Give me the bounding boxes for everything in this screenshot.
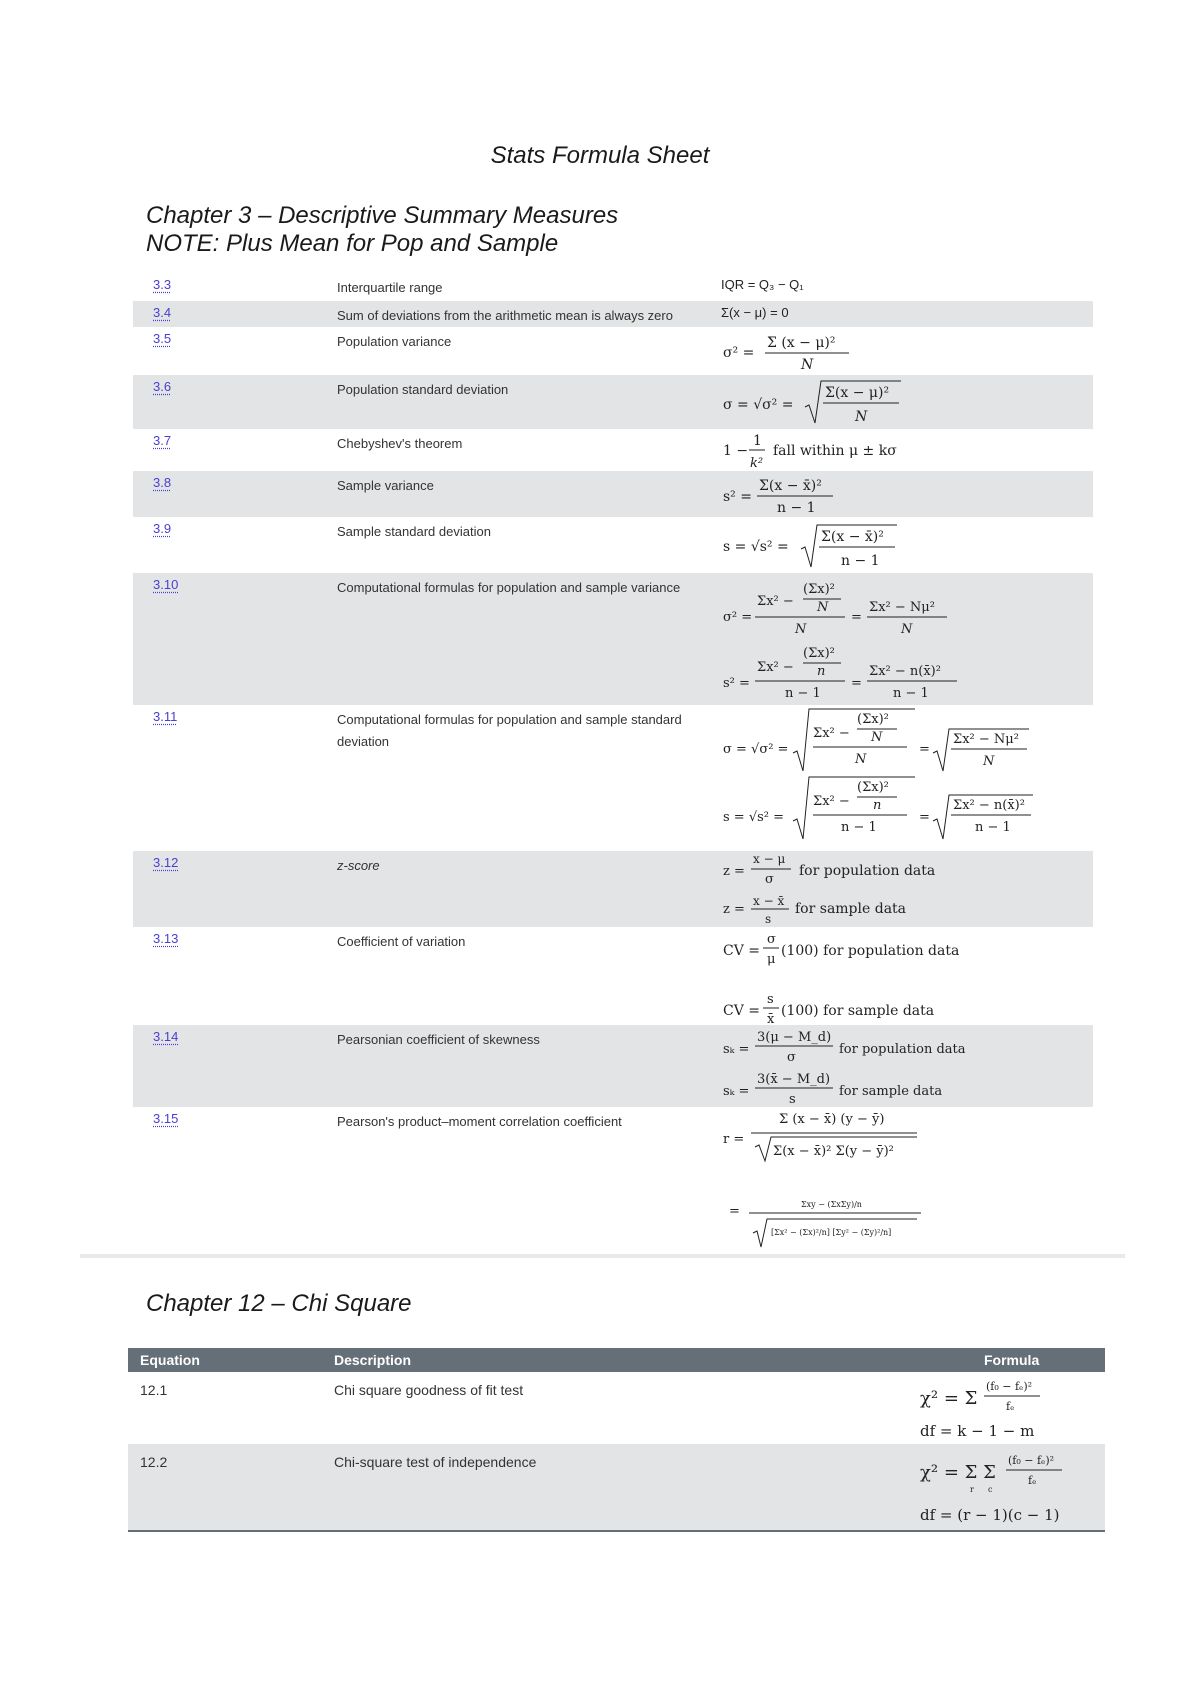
formula-population-variance (721, 329, 1091, 375)
formula-skewness (721, 1027, 1091, 1107)
row-description: z-score (337, 858, 380, 873)
svg-text:fₑ: fₑ (1006, 1400, 1015, 1413)
z-sample-text: for sample data (795, 901, 907, 917)
svg-text:s = √s² =: s = √s² = (723, 810, 785, 825)
svg-text:3(x̄ − M_d): 3(x̄ − M_d) (757, 1072, 831, 1087)
svg-text:Σ(x − μ)²: Σ(x − μ)² (825, 385, 890, 401)
svg-text:r: r (970, 1485, 974, 1494)
svg-text:z =: z = (723, 902, 745, 917)
svg-text:(Σx)²: (Σx)² (857, 780, 889, 795)
svg-text:3(μ − M_d): 3(μ − M_d) (757, 1030, 832, 1045)
svg-text:r =: r = (723, 1132, 745, 1147)
sk-pop-text: for population data (839, 1042, 966, 1057)
column-header-equation: Equation (140, 1352, 200, 1368)
formula-coefficient-of-variation (721, 929, 1091, 1025)
svg-text:σ² =: σ² = (723, 610, 753, 625)
svg-text:Σx² − Nμ²: Σx² − Nμ² (953, 732, 1019, 747)
table-row (133, 573, 1093, 705)
svg-text:=: = (729, 1204, 740, 1219)
svg-text:(f₀ − fₑ)²: (f₀ − fₑ)² (1008, 1454, 1055, 1467)
equation-link[interactable]: 3.8 (153, 475, 172, 490)
row-description: Chi-square test of independence (334, 1454, 537, 1470)
svg-text:(f₀ − fₑ)²: (f₀ − fₑ)² (986, 1380, 1033, 1393)
chapter3-table (133, 273, 1093, 1251)
equation-link[interactable]: 3.3 (153, 277, 172, 292)
svg-text:k²: k² (750, 456, 764, 471)
formula-z-score (721, 853, 1091, 927)
svg-text:N: N (983, 754, 995, 769)
table-row (133, 705, 1093, 851)
row-description: Pearsonian coefficient of skewness (337, 1032, 540, 1047)
svg-text:=: = (919, 810, 930, 825)
svg-text:x̄: x̄ (767, 1012, 775, 1025)
svg-text:N: N (871, 730, 883, 745)
equation-link[interactable]: 3.14 (153, 1029, 179, 1044)
svg-text:Σ (x − μ)²: Σ (x − μ)² (767, 335, 836, 351)
svg-text:n: n (817, 664, 826, 679)
svg-text:CV =: CV = (723, 943, 761, 959)
table-row (133, 471, 1093, 517)
row-description: Pearson's product–moment correlation coefficient (337, 1114, 622, 1129)
svg-text:N: N (801, 357, 814, 373)
equation-link[interactable]: 3.9 (153, 521, 172, 536)
z-pop-text: for population data (799, 863, 936, 879)
cv-sample-text: (100) for sample data (781, 1003, 935, 1019)
table-row (133, 429, 1093, 471)
svg-text:Σ(x − x̄)²: Σ(x − x̄)² (759, 478, 822, 494)
svg-text:(Σx)²: (Σx)² (803, 646, 835, 661)
sk-sample-text: for sample data (839, 1084, 943, 1099)
formula-correlation (721, 1109, 1091, 1251)
row-description: Population standard deviation (337, 382, 509, 397)
svg-text:χ² = Σ Σ: χ² = Σ Σ (920, 1462, 996, 1483)
svg-text:σ² =: σ² = (723, 345, 755, 361)
svg-text:Σ(x − x̄)² Σ(y − ȳ)²: Σ(x − x̄)² Σ(y − ȳ)² (773, 1144, 894, 1159)
column-header-formula: Formula (984, 1352, 1040, 1368)
chebyshev-text: fall within μ ± kσ (773, 443, 897, 459)
chapter12-table (128, 1348, 1105, 1532)
row-description: Coefficient of variation (337, 934, 466, 949)
formula-computational-variance (721, 575, 1091, 705)
formula-computational-sd (721, 707, 1091, 851)
svg-text:Σx² − n(x̄)²: Σx² − n(x̄)² (869, 664, 941, 679)
equation-link[interactable]: 3.7 (153, 433, 172, 448)
equation-number: 12.1 (140, 1382, 168, 1398)
svg-text:N: N (855, 752, 867, 767)
svg-text:N: N (855, 409, 868, 425)
table-row (128, 1372, 1105, 1444)
row-description: Sample standard deviation (337, 524, 491, 539)
svg-text:n − 1: n − 1 (785, 686, 821, 701)
equation-link[interactable]: 3.5 (153, 331, 172, 346)
svg-text:x − μ: x − μ (753, 853, 786, 866)
formula-population-sd (721, 377, 1091, 429)
svg-text:=: = (851, 610, 862, 625)
svg-text:n − 1: n − 1 (975, 820, 1011, 835)
svg-text:x − x̄: x − x̄ (753, 894, 785, 908)
chapter3-heading: Chapter 3 – Descriptive Summary Measures (146, 202, 619, 229)
row-description: Chi square goodness of fit test (334, 1382, 524, 1398)
equation-link[interactable]: 3.6 (153, 379, 172, 394)
cv-pop-text: (100) for population data (781, 943, 960, 959)
row-description: Sum of deviations from the arithmetic mean is always zero (337, 308, 673, 323)
svg-text:N: N (817, 600, 829, 615)
formula-sum-deviations: Σ(x − μ) = 0 (721, 305, 789, 320)
svg-text:χ² = Σ: χ² = Σ (920, 1388, 978, 1409)
row-description: Computational formulas for population and sample standard deviation (337, 712, 682, 749)
svg-text:σ: σ (787, 1050, 796, 1065)
row-description: Sample variance (337, 478, 434, 493)
svg-text:Σxy − (ΣxΣy)/n: Σxy − (ΣxΣy)/n (801, 1200, 862, 1209)
svg-text:μ: μ (767, 952, 776, 967)
equation-link[interactable]: 3.13 (153, 931, 179, 946)
table-row (133, 1025, 1093, 1107)
svg-text:s = √s² =: s = √s² = (723, 539, 789, 555)
svg-text:Σ (x − x̄) (y − ȳ): Σ (x − x̄) (y − ȳ) (779, 1112, 885, 1127)
svg-text:n − 1: n − 1 (777, 500, 816, 516)
svg-text:Σx² − n(x̄)²: Σx² − n(x̄)² (953, 798, 1025, 813)
svg-text:sₖ =: sₖ = (723, 1042, 750, 1057)
table-row (133, 927, 1093, 1025)
svg-text:1: 1 (753, 433, 762, 449)
formula-sample-variance (721, 473, 1091, 519)
svg-text:Σ(x − x̄)²: Σ(x − x̄)² (821, 529, 884, 545)
svg-text:[Σx² − (Σx)²/n] [Σy² − (Σy)²/n: [Σx² − (Σx)²/n] [Σy² − (Σy)²/n] (771, 1228, 892, 1237)
formula-sample-sd (721, 519, 1091, 573)
svg-text:n: n (873, 798, 882, 813)
svg-text:s: s (789, 1092, 796, 1107)
table-row (133, 375, 1093, 429)
svg-text:CV =: CV = (723, 1003, 761, 1019)
svg-text:fₑ: fₑ (1028, 1474, 1037, 1487)
svg-text:s: s (767, 992, 774, 1007)
svg-text:σ: σ (767, 932, 776, 947)
svg-text:n − 1: n − 1 (893, 686, 929, 701)
svg-text:Σx² −: Σx² − (757, 594, 794, 609)
formula-chebyshev (721, 431, 1091, 473)
column-header-description: Description (334, 1352, 412, 1368)
svg-text:σ = √σ² =: σ = √σ² = (723, 397, 794, 413)
svg-text:=: = (919, 742, 930, 757)
row-description: Computational formulas for population and sample variance (337, 580, 681, 595)
svg-text:(Σx)²: (Σx)² (803, 582, 835, 597)
svg-text:Σx² − Nμ²: Σx² − Nμ² (869, 600, 935, 615)
table-row (133, 517, 1093, 573)
svg-text:n − 1: n − 1 (841, 553, 880, 569)
svg-text:s² =: s² = (723, 676, 750, 691)
table-row (133, 851, 1093, 927)
chapter12-heading: Chapter 12 – Chi Square (146, 1290, 412, 1317)
svg-text:sₖ =: sₖ = (723, 1084, 750, 1099)
svg-text:s: s (765, 912, 772, 926)
svg-text:N: N (795, 622, 807, 637)
equation-number: 12.2 (140, 1454, 168, 1470)
table-row (133, 273, 1093, 301)
table-row (133, 327, 1093, 375)
svg-text:n − 1: n − 1 (841, 820, 877, 835)
equation-link[interactable]: 3.12 (153, 855, 179, 870)
row-description: Interquartile range (337, 280, 443, 295)
equation-link[interactable]: 3.15 (153, 1111, 179, 1126)
chapter3-note: NOTE: Plus Mean for Pop and Sample (146, 230, 559, 257)
svg-text:Σx² −: Σx² − (813, 726, 850, 741)
svg-text:=: = (851, 676, 862, 691)
svg-text:N: N (901, 622, 913, 637)
equation-link[interactable]: 3.4 (153, 305, 172, 320)
svg-text:σ = √σ² =: σ = √σ² = (723, 742, 789, 757)
svg-text:s² =: s² = (723, 489, 752, 505)
formula-iqr: IQR = Q₃ − Q₁ (721, 277, 804, 292)
formula-independence (918, 1448, 1118, 1533)
svg-text:z =: z = (723, 864, 745, 879)
df-independence: df = (r − 1)(c − 1) (920, 1506, 1060, 1524)
table-row (133, 1107, 1093, 1251)
table-row (133, 301, 1093, 327)
formula-goodness-of-fit (918, 1376, 1098, 1447)
page-title: Stats Formula Sheet (490, 142, 710, 169)
svg-text:(Σx)²: (Σx)² (857, 712, 889, 727)
svg-text:Σx² −: Σx² − (757, 660, 794, 675)
row-description: Chebyshev's theorem (337, 436, 463, 451)
df-goodness: df = k − 1 − m (920, 1422, 1035, 1440)
row-description: Population variance (337, 334, 452, 349)
section-divider (80, 1254, 1125, 1258)
table-header (128, 1348, 1105, 1372)
svg-text:c: c (988, 1485, 993, 1494)
equation-link[interactable]: 3.11 (153, 709, 178, 724)
svg-text:1 −: 1 − (723, 443, 749, 459)
table-row (128, 1444, 1105, 1530)
svg-text:Σx² −: Σx² − (813, 794, 850, 809)
svg-text:σ: σ (765, 872, 774, 887)
equation-link[interactable]: 3.10 (153, 577, 179, 592)
